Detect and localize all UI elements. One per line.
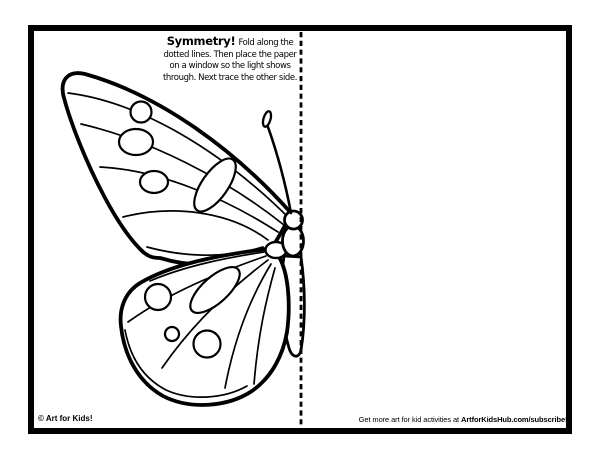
forewing-outline [63, 73, 291, 265]
promo-prefix: Get more art for kid activities at [358, 415, 462, 424]
hindwing-spot [145, 284, 171, 310]
instructions-text [162, 36, 298, 84]
forewing-spot [140, 171, 168, 193]
forewing-spot [131, 102, 152, 123]
instructions-body: Fold along the dotted lines. Then place the paper on a window so the light shows through. Next trace the other side. [162, 38, 298, 83]
promo-url: ArtforKidsHub.com/subscribe [461, 415, 566, 424]
promo-suffix: ! [565, 415, 567, 424]
hindwing-outline [121, 248, 289, 404]
forewing-spot [119, 129, 153, 155]
butterfly-hindwing [121, 248, 289, 404]
butterfly-antenna-club [261, 110, 272, 127]
hindwing-spot [165, 327, 179, 341]
hindwing-spot [194, 331, 221, 358]
copyright-text: © Art for Kids! [38, 414, 93, 423]
promo-text [359, 415, 567, 424]
instructions-title: Symmetry! [166, 34, 236, 48]
butterfly-forewing [63, 73, 291, 265]
